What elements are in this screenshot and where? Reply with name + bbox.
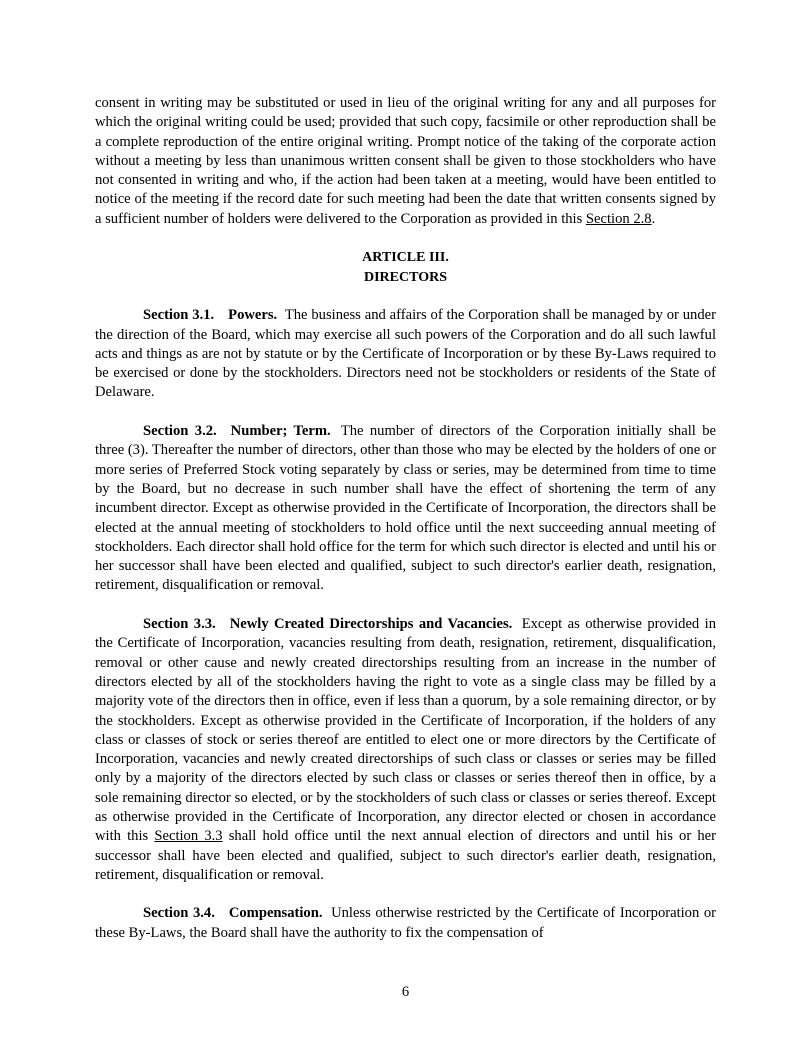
section-number: Section 3.3. [143,616,216,633]
continuation-end: . [651,210,656,227]
document-page [95,94,716,943]
section-title: Newly Created Directorships and Vacancies. [229,616,513,633]
section-title: Powers. [228,307,278,324]
section-3-4 [95,904,716,943]
section-3-2 [95,422,716,596]
section-3-3 [95,615,716,885]
section-body: Except as otherwise provided in the Certificate of Incorporation, vacancies resulting from death, resignation, retirement, disqualification, removal or other cause and newly created directorships resulting from an increase in the number of directors elected by all of the stockholders having the right to vote as a single class may be filled by a majority vote of the directors then in office, even if less than a quorum, by a sole remaining director, or by the stockholders. Except as otherwise provided in the Certificate of Incorporation, if the holders of any class or classes of stock or series thereof are entitled to elect one or more directors by the Certificate of Incorporation, vacancies and newly created directorships of such class or classes or series may be filled only by a majority of the directors elected by such class or classes or series thereof then in office, by a sole remaining director so elected, or by the stockholders of such class or classes or series thereof. Except as otherwise provided in the Certificate of Incorporation, any director elected or chosen in accordance with this [95,616,716,845]
section-number: Section 3.4. [143,905,215,922]
section-body: The business and affairs of the Corporation shall be managed by or under the direction of the Board, which may exercise all such powers of the Corporation and do all such lawful acts and things as are not by statute or by the Certificate of Incorporation or by these By-Laws required to be exercised or done by the stockholders. Directors need not be stockholders or residents of the State of Delaware. [95,307,716,401]
continuation-paragraph [95,94,716,229]
section-title: Number; Term. [230,423,331,440]
article-heading [95,248,716,287]
section-body-end: shall hold office until the next annual election of directors and until his or her successor shall have been elected and qualified, subject to such director's earlier death, resignation, retirement, disqualification or removal. [95,828,716,883]
page-number: 6 [401,984,410,1000]
section-title: Compensation. [228,905,323,922]
section-number: Section 3.1. [143,307,215,324]
section-body: Unless otherwise restricted by the Certificate of Incorporation or these By-Laws, the Board shall have the authority to fix the compensation of [95,905,716,941]
article-title: DIRECTORS [364,269,447,285]
section-number: Section 3.2. [143,423,217,440]
section-2-8-reference: Section 2.8 [585,210,652,227]
section-body: The number of directors of the Corporation initially shall be three (3). Thereafter the number of directors, other than those who may be elected by the holders of one or more series of Preferred Stock voting separately by class or series, may be determined from time to time by the Board, but no decrease in such number shall have the effect of shortening the term of any incumbent director. Except as otherwise provided in the Certificate of Incorporation, the directors shall be elected at the annual meeting of stockholders to hold office until the next succeeding annual meeting of stockholders. Each director shall hold office for the term for which such director is elected and until his or her successor shall have been elected and qualified, subject to such director's earlier death, resignation, retirement, disqualification or removal. [95,423,716,594]
section-3-1 [95,306,716,402]
continuation-text: consent in writing may be substituted or used in lieu of the original writing for any and all purposes for which the original writing could be used; provided that such copy, facsimile or other reproduction shall be a complete reproduction of the entire original writing. Prompt notice of the taking of the corporate action without a meeting by less than unanimous written consent shall be given to those stockholders who have not consented in writing and who, if the action had been taken at a meeting, would have been entitled to notice of the meeting if the record date for such meeting had been the date that written consents signed by a sufficient number of holders were delivered to the Corporation as provided in this [95,95,716,227]
section-3-3-reference: Section 3.3 [154,828,223,845]
article-number: ARTICLE III. [362,250,449,266]
